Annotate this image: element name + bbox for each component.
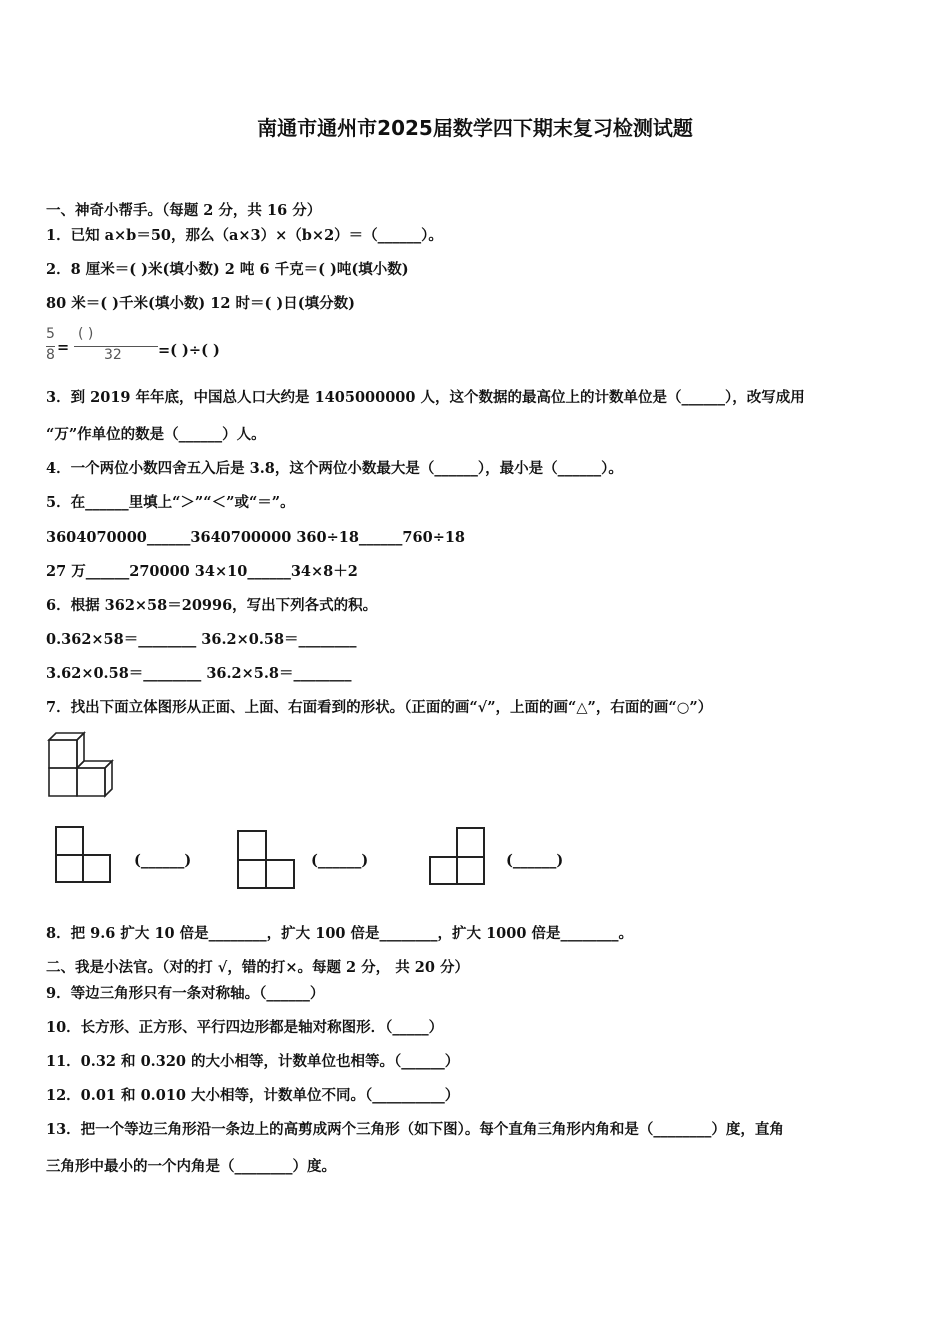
fraction-denominator-2: 32 [104,347,122,363]
question-11: 11．0.32 和 0.320 的大小相等，计数单位也相等。（______） [46,1053,460,1070]
section-2-heading: 二、我是小法官。（对的打 √，错的打×。每题 2 分， 共 20 分） [46,959,469,976]
fraction-numerator-blank: ( ) [78,326,94,342]
view-option-1-blank[interactable]: (______) [134,852,192,869]
question-2-fraction [46,326,306,370]
question-1: 1．已知 a×b＝50，那么（a×3）×（b×2）＝（______）。 [46,227,443,244]
question-2-line-2: 80 米＝( )千米(填小数) 12 时＝( )日(填分数) [46,295,355,312]
question-6-line-b: 3.62×0.58＝________ 36.2×5.8＝________ [46,665,352,682]
question-10: 10．长方形、正方形、平行四边形都是轴对称图形．（_____） [46,1019,444,1036]
question-13-line-2: 三角形中最小的一个内角是（________）度。 [46,1158,336,1175]
view-option-3 [427,826,489,888]
fraction-equals: = [57,339,70,356]
fraction-numerator: 5 [46,326,55,342]
question-12: 12．0.01 和 0.010 大小相等，计数单位不同。（__________） [46,1087,460,1104]
question-2-line-1: 2．8 厘米＝( )米(填小数) 2 吨 6 千克＝( )吨(填小数) [46,261,409,278]
question-4: 4．一个两位小数四舍五入后是 3.8，这个两位小数最大是（______），最小是（______）。 [46,460,623,477]
question-7: 7．找出下面立体图形从正面、上面、右面看到的形状。（正面的画“√”，上面的画“△”，右面的画“○”） [46,699,713,716]
question-13-line-1: 13．把一个等边三角形沿一条边上的高剪成两个三角形（如下图）。每个直角三角形内角和是（________）度，直角 [46,1121,784,1138]
cube-solid-figure [44,728,124,800]
page-title: 南通市通州市2025届数学四下期末复习检测试题 [257,116,693,140]
view-option-2 [236,829,298,891]
question-6-line-a: 0.362×58＝________ 36.2×0.58＝________ [46,631,357,648]
question-9: 9．等边三角形只有一条对称轴。（______） [46,985,325,1002]
question-5: 5．在______里填上“＞”“＜”或“＝”。 [46,494,295,511]
question-3-line-2: “万”作单位的数是（______）人。 [46,426,266,443]
section-1-heading: 一、神奇小帮手。（每题 2 分，共 16 分） [46,202,322,219]
view-option-1 [54,825,114,885]
question-5-line-a: 3604070000______3640700000 360÷18______760÷18 [46,529,466,546]
question-3-line-1: 3．到 2019 年年底，中国总人口大约是 1405000000 人，这个数据的最高位上的计数单位是（______），改写成用 [46,389,805,406]
fraction-division: =( )÷( ) [158,342,220,359]
view-option-3-blank[interactable]: (______) [506,852,564,869]
question-5-line-b: 27 万______270000 34×10______34×8＋2 [46,563,358,580]
view-option-2-blank[interactable]: (______) [311,852,369,869]
question-6: 6．根据 362×58＝20996，写出下列各式的积。 [46,597,378,614]
question-8: 8．把 9.6 扩大 10 倍是________，扩大 100 倍是________，扩大 1000 倍是________。 [46,925,634,942]
fraction-denominator: 8 [46,347,55,363]
